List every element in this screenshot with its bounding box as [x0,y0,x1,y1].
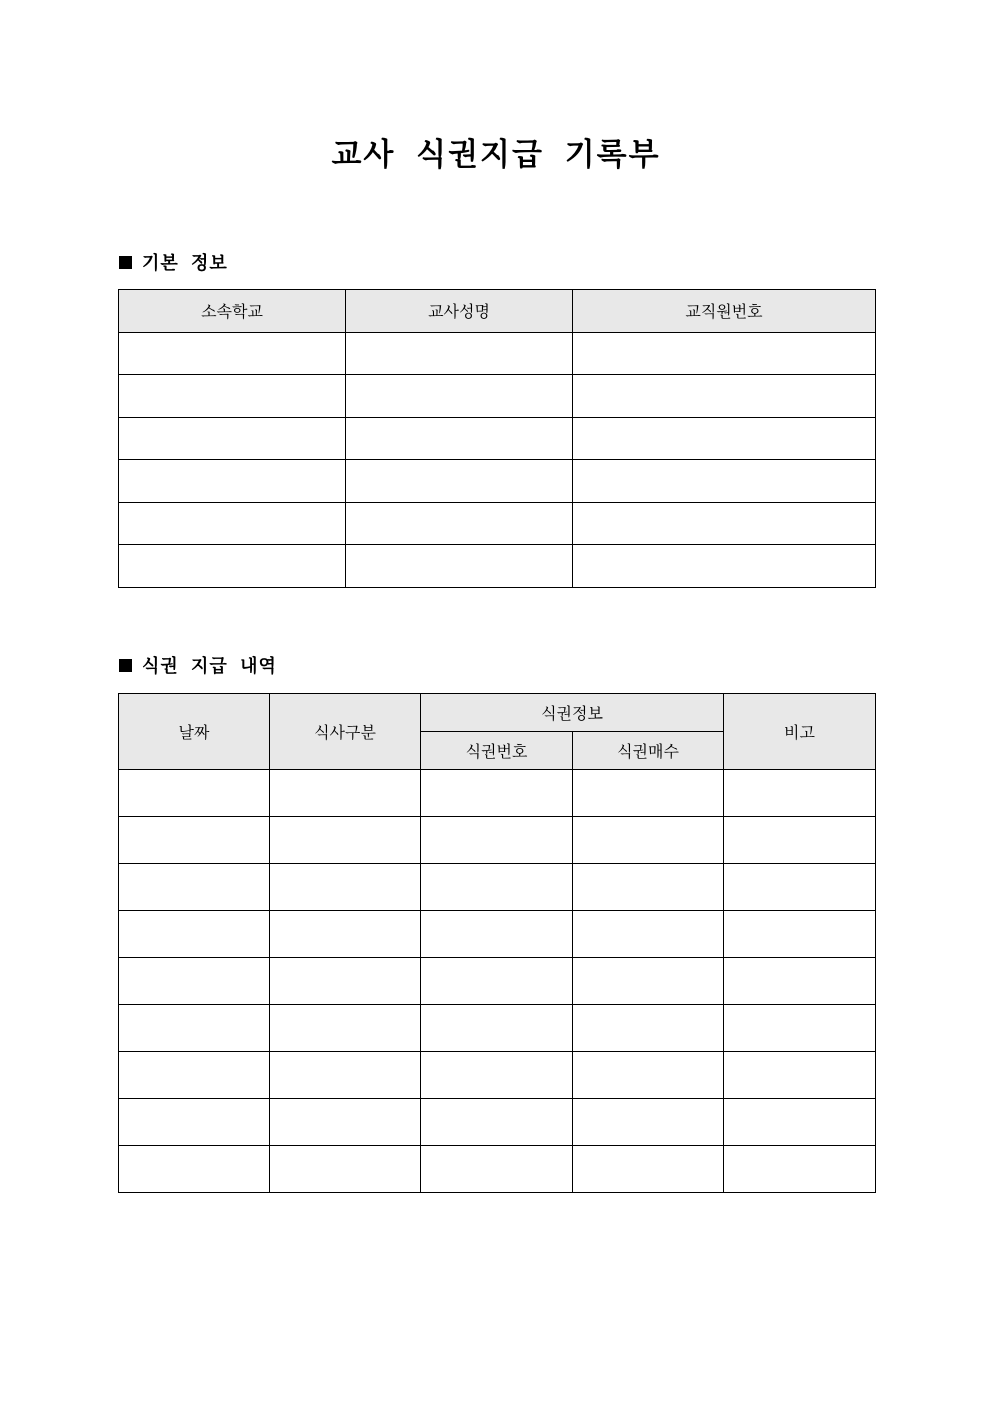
square-bullet-icon [119,256,132,269]
column-header-date: 날짜 [119,694,270,770]
table-cell[interactable] [346,460,573,503]
table-cell[interactable] [119,864,270,911]
table-cell[interactable] [346,545,573,588]
table-cell[interactable] [119,817,270,864]
square-bullet-icon [119,659,132,672]
column-header-ticket-number: 식권번호 [421,732,573,770]
section-heading-basic-info [119,252,228,276]
table-row [119,417,876,460]
table-row [119,1146,876,1193]
table-row [119,817,876,864]
table-cell[interactable] [421,1146,573,1193]
table-cell[interactable] [346,502,573,545]
table-row [119,502,876,545]
basic-info-table [118,289,876,588]
table-cell[interactable] [119,958,270,1005]
table-header-row [119,290,876,333]
table-cell[interactable] [119,1052,270,1099]
table-cell[interactable] [421,1052,573,1099]
table-row [119,911,876,958]
table-cell[interactable] [724,770,876,817]
table-cell[interactable] [573,770,724,817]
table-cell[interactable] [119,1005,270,1052]
table-cell[interactable] [724,1146,876,1193]
table-cell[interactable] [573,545,876,588]
table-cell[interactable] [270,1146,421,1193]
table-cell[interactable] [573,817,724,864]
table-cell[interactable] [724,911,876,958]
table-row [119,460,876,503]
table-cell[interactable] [573,864,724,911]
table-row [119,1005,876,1052]
table-cell[interactable] [119,1146,270,1193]
column-header-school: 소속학교 [119,290,346,333]
table-cell[interactable] [270,911,421,958]
table-cell[interactable] [346,332,573,375]
table-cell[interactable] [270,1099,421,1146]
table-cell[interactable] [270,864,421,911]
table-row [119,1052,876,1099]
section-heading-label: 식권 지급 내역 [142,656,277,677]
table-cell[interactable] [724,1099,876,1146]
table-cell[interactable] [119,545,346,588]
table-header-row [119,694,876,732]
table-cell[interactable] [573,958,724,1005]
table-cell[interactable] [573,911,724,958]
table-cell[interactable] [270,770,421,817]
document-title: 교사 식권지급 기록부 [331,137,661,173]
table-cell[interactable] [573,1146,724,1193]
table-cell[interactable] [724,864,876,911]
table-cell[interactable] [573,1099,724,1146]
table-cell[interactable] [119,460,346,503]
table-cell[interactable] [421,1005,573,1052]
table-cell[interactable] [573,375,876,418]
table-cell[interactable] [724,958,876,1005]
table-cell[interactable] [724,1052,876,1099]
table-cell[interactable] [270,1052,421,1099]
table-cell[interactable] [119,375,346,418]
table-cell[interactable] [421,1099,573,1146]
table-cell[interactable] [346,417,573,460]
table-cell[interactable] [573,417,876,460]
table-cell[interactable] [119,332,346,375]
table-cell[interactable] [421,817,573,864]
table-row [119,1099,876,1146]
table-cell[interactable] [421,911,573,958]
table-cell[interactable] [346,375,573,418]
table-cell[interactable] [270,958,421,1005]
table-row [119,545,876,588]
meal-ticket-table [118,693,876,1193]
table-cell[interactable] [119,911,270,958]
table-row [119,864,876,911]
table-cell[interactable] [119,417,346,460]
table-cell[interactable] [573,332,876,375]
column-header-ticket-count: 식권매수 [573,732,724,770]
table-cell[interactable] [724,817,876,864]
table-cell[interactable] [270,817,421,864]
table-cell[interactable] [573,1005,724,1052]
column-header-ticket-info: 식권정보 [421,694,724,732]
table-row [119,770,876,817]
table-cell[interactable] [421,770,573,817]
table-row [119,375,876,418]
column-header-staff-number: 교직원번호 [573,290,876,333]
section-heading-meal-ticket [119,655,277,679]
table-cell[interactable] [119,770,270,817]
column-header-teacher-name: 교사성명 [346,290,573,333]
column-header-meal-type: 식사구분 [270,694,421,770]
table-cell[interactable] [270,1005,421,1052]
table-cell[interactable] [724,1005,876,1052]
column-header-remarks: 비고 [724,694,876,770]
table-cell[interactable] [119,1099,270,1146]
table-cell[interactable] [573,502,876,545]
section-heading-label: 기본 정보 [142,253,228,274]
table-cell[interactable] [119,502,346,545]
table-row [119,958,876,1005]
table-cell[interactable] [421,864,573,911]
table-cell[interactable] [421,958,573,1005]
table-row [119,332,876,375]
table-cell[interactable] [573,1052,724,1099]
table-cell[interactable] [573,460,876,503]
